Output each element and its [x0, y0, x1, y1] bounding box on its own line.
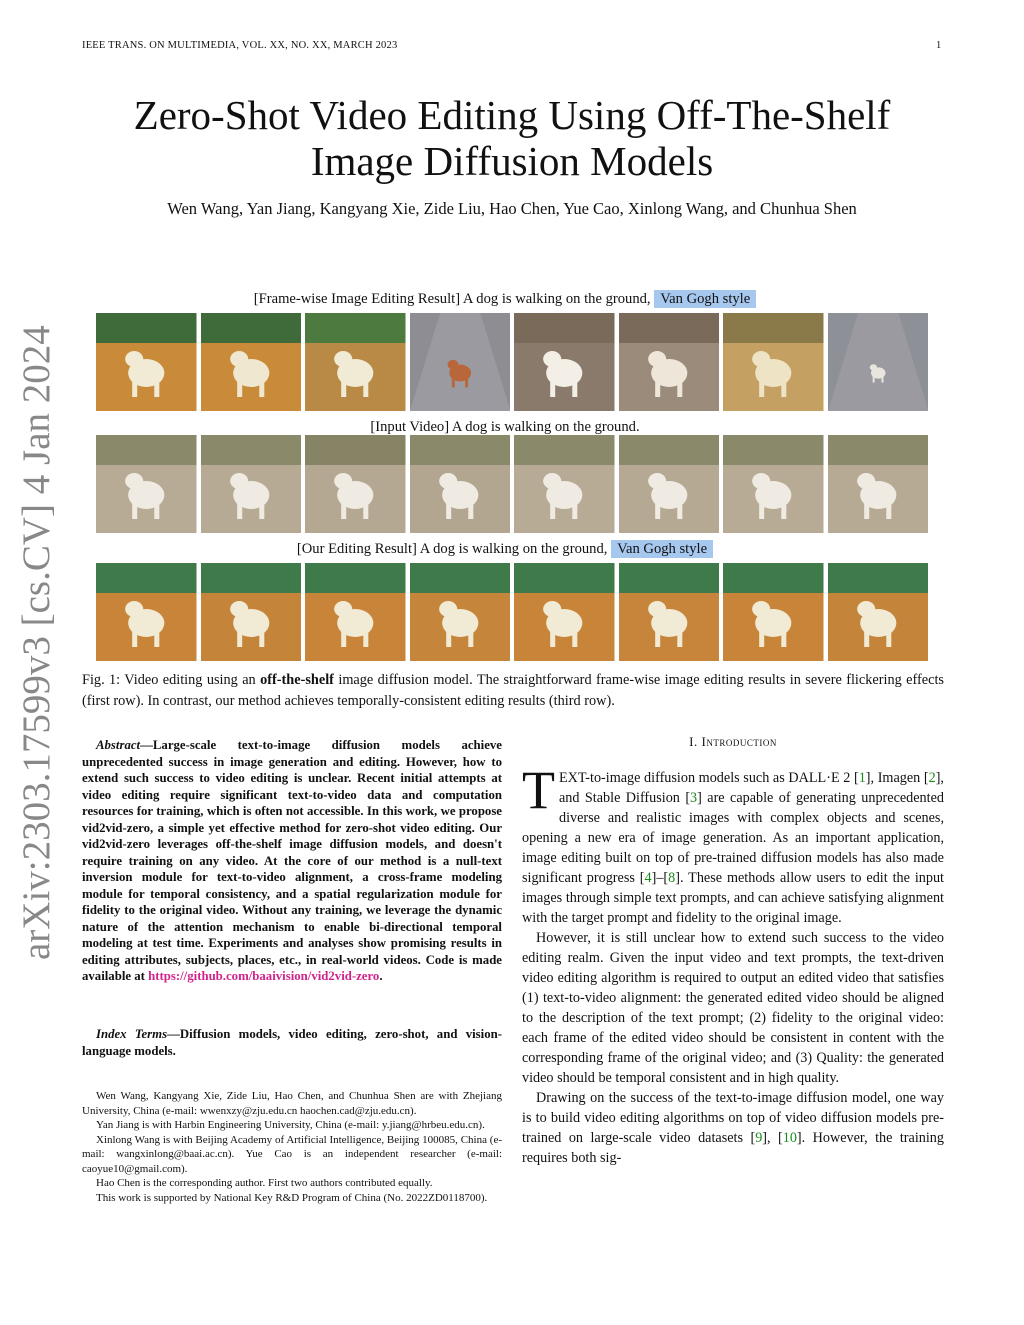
video-frame-thumbnail [619, 313, 720, 411]
text: ], Imagen [ [865, 770, 929, 786]
video-frame-thumbnail [619, 435, 720, 533]
citation-link[interactable]: 1 [858, 770, 866, 786]
row3-highlight: Van Gogh style [611, 540, 713, 558]
text: ]. However, the training requires both sig- [522, 1130, 944, 1166]
video-frame-thumbnail [305, 563, 406, 661]
video-frame-thumbnail [723, 435, 824, 533]
intro-paragraph-2: However, it is still unclear how to extend such success to the video editing realm. Given the input video and text prompts, the text-driven video editing algorithm is required to output an edited video that satisfies (1) text-to-video alignment: the generated edited video should be aligned to the description of the text prompt; (2) fidelity to the original video: each frame of the edited video should be consistent in content with the corresponding frame of the original video; and (3) Quality: the generated video should be temporal consistent and in high quality. [522, 930, 944, 1086]
citation-link[interactable]: 2 [928, 770, 936, 786]
text: ]–[ [651, 870, 669, 886]
affiliation-item: Yan Jiang is with Harbin Engineering University, China (e-mail: y.jiang@hrbeu.edu.cn). [96, 1119, 485, 1131]
text: EXT-to-image diffusion models such as DALL·E 2 [ [559, 770, 859, 786]
video-frame-thumbnail [828, 313, 929, 411]
row1-highlight: Van Gogh style [654, 290, 756, 308]
video-frame-thumbnail [723, 313, 824, 411]
introduction-body [522, 760, 945, 1168]
video-frame-thumbnail [96, 313, 197, 411]
page-number: 1 [936, 40, 942, 51]
text: ], and Stable Diffusion [ [559, 770, 944, 806]
caption-bold: off-the-shelf [260, 672, 334, 688]
running-header: IEEE TRANS. ON MULTIMEDIA, VOL. XX, NO. XX, MARCH 2023 [82, 40, 398, 51]
affiliation-item: Xinlong Wang is with Beijing Academy of Artificial Intelligence, Beijing 100085, China (e-mail: wangxinlong@baai.ac.cn). Yue Cao is an independent researcher (e-mail: caoyue10@gmail.com). [82, 1133, 502, 1175]
figure-row1-caption [82, 288, 928, 310]
frame-strip-framewise [96, 313, 928, 411]
video-frame-thumbnail [619, 563, 720, 661]
author-list: Wen Wang, Yan Jiang, Kangyang Xie, Zide Liu, Hao Chen, Yue Cao, Xinlong Wang, and Chunhua Shen [167, 199, 857, 218]
figure-row3-caption [82, 538, 928, 560]
citation-link[interactable]: 9 [755, 1130, 763, 1146]
row1-caption-text: [Frame-wise Image Editing Result] A dog is walking on the ground, [253, 291, 651, 307]
title-line-1: Zero-Shot Video Editing Using Off-The-Shelf [133, 92, 891, 138]
citation-link[interactable]: 10 [782, 1130, 797, 1146]
row2-caption-text: [Input Video] A dog is walking on the ground. [370, 419, 640, 435]
figure-caption [82, 670, 944, 711]
index-terms [82, 1026, 502, 1059]
index-terms-label: Index Terms [96, 1027, 168, 1041]
section-heading-introduction [522, 734, 944, 750]
abstract-text: —Large-scale text-to-image diffusion models achieve unprecedented success in image generation and editing. However, how to extend such success to video editing is unclear. Recent initial attempts at video editing require significant text-to-video data and computation resources for training, which is often not accessible. In this work, we propose vid2vid-zero, a simple yet effective method for zero-shot video editing. Our vid2vid-zero leverages off-the-shelf image diffusion models, and doesn't require training on any video. At the core of our method is a null-text inversion module for text-to-video alignment, a cross-frame modeling module for temporal consistency, and a spatial regularization module for fidelity to the original video. Without any training, we leverage the dynamic nature of the attention mechanism to enable bi-directional temporal modeling at test time. Experiments and analyses show promising results in editing attributes, subjects, places, etc., in real-world videos. Code is made available at [82, 738, 502, 983]
frame-strip-ours [96, 563, 928, 661]
video-frame-thumbnail [305, 313, 406, 411]
title-line-2: Image Diffusion Models [310, 138, 714, 184]
affiliation-item: This work is supported by National Key R&D Program of China (No. 2022ZD0118700). [96, 1191, 488, 1204]
text: ]. These methods allow users to edit the input images through simple text prompts, and can achieve satisfying alignment with the target prompt and fidelity to the original image. [522, 870, 945, 926]
video-frame-thumbnail [201, 563, 302, 661]
caption-end: image diffusion model. The straightforward frame-wise image editing results in severe flickering effects (first row). In contrast, our method achieves temporally-consistent editing results (third row). [82, 672, 944, 709]
text: Drawing on the success of the text-to-image diffusion model, one way is to build video editing algorithms on top of video diffusion models pre-trained on large-scale video datasets [ [522, 1090, 944, 1146]
abstract-label: Abstract [96, 738, 141, 752]
text: ] are capable of generating unprecedented diverse and realistic images with complex objects and scenes, opening a new era of image generation. As an important application, image editing built on top of pre-trained diffusion models has also made significant progress [ [522, 790, 944, 886]
video-frame-thumbnail [305, 435, 406, 533]
citation-link[interactable]: 4 [644, 870, 652, 886]
affiliation-item: Hao Chen is the corresponding author. First two authors contributed equally. [96, 1177, 433, 1189]
video-frame-thumbnail [828, 435, 929, 533]
index-terms-text: —Diffusion models, video editing, zero-shot, and vision-language models. [82, 1027, 502, 1058]
citation-link[interactable]: 8 [668, 870, 676, 886]
citation-link[interactable]: 3 [690, 790, 698, 806]
frame-strip-input [96, 435, 928, 533]
drop-cap: T [522, 760, 555, 820]
affiliation-item: Wen Wang, Kangyang Xie, Zide Liu, Hao Chen, and Chunhua Shen are with Zhejiang University, China (e-mail: wwenxzy@zju.edu.cn haochen.cad@zju.edu.cn). [82, 1090, 502, 1117]
arxiv-identifier: arXiv:2303.17599v3 [cs.CV] 4 Jan 2024 [15, 325, 58, 960]
abstract [82, 737, 502, 985]
video-frame-thumbnail [96, 435, 197, 533]
code-link[interactable]: https://github.com/baaivision/vid2vid-zero [148, 969, 380, 983]
video-frame-thumbnail [201, 435, 302, 533]
section-number: I. [689, 734, 698, 749]
video-frame-thumbnail [723, 563, 824, 661]
row3-caption-text: [Our Editing Result] A dog is walking on the ground, [296, 541, 608, 557]
paper-title [60, 92, 964, 184]
text: ], [ [762, 1130, 783, 1146]
caption-start: Fig. 1: Video editing using an [82, 672, 256, 688]
affiliations-footnote [82, 1089, 502, 1205]
video-frame-thumbnail [514, 435, 615, 533]
video-frame-thumbnail [410, 563, 511, 661]
video-frame-thumbnail [514, 313, 615, 411]
video-frame-thumbnail [828, 563, 929, 661]
intro-paragraph-3 [522, 1088, 944, 1168]
video-frame-thumbnail [201, 313, 302, 411]
intro-paragraph-1 [522, 760, 945, 928]
abstract-end: . [379, 969, 383, 983]
video-frame-thumbnail [514, 563, 615, 661]
section-title: Introduction [701, 734, 777, 749]
video-frame-thumbnail [410, 435, 511, 533]
arxiv-sidebar [0, 0, 58, 1325]
video-frame-thumbnail [96, 563, 197, 661]
video-frame-thumbnail [410, 313, 511, 411]
